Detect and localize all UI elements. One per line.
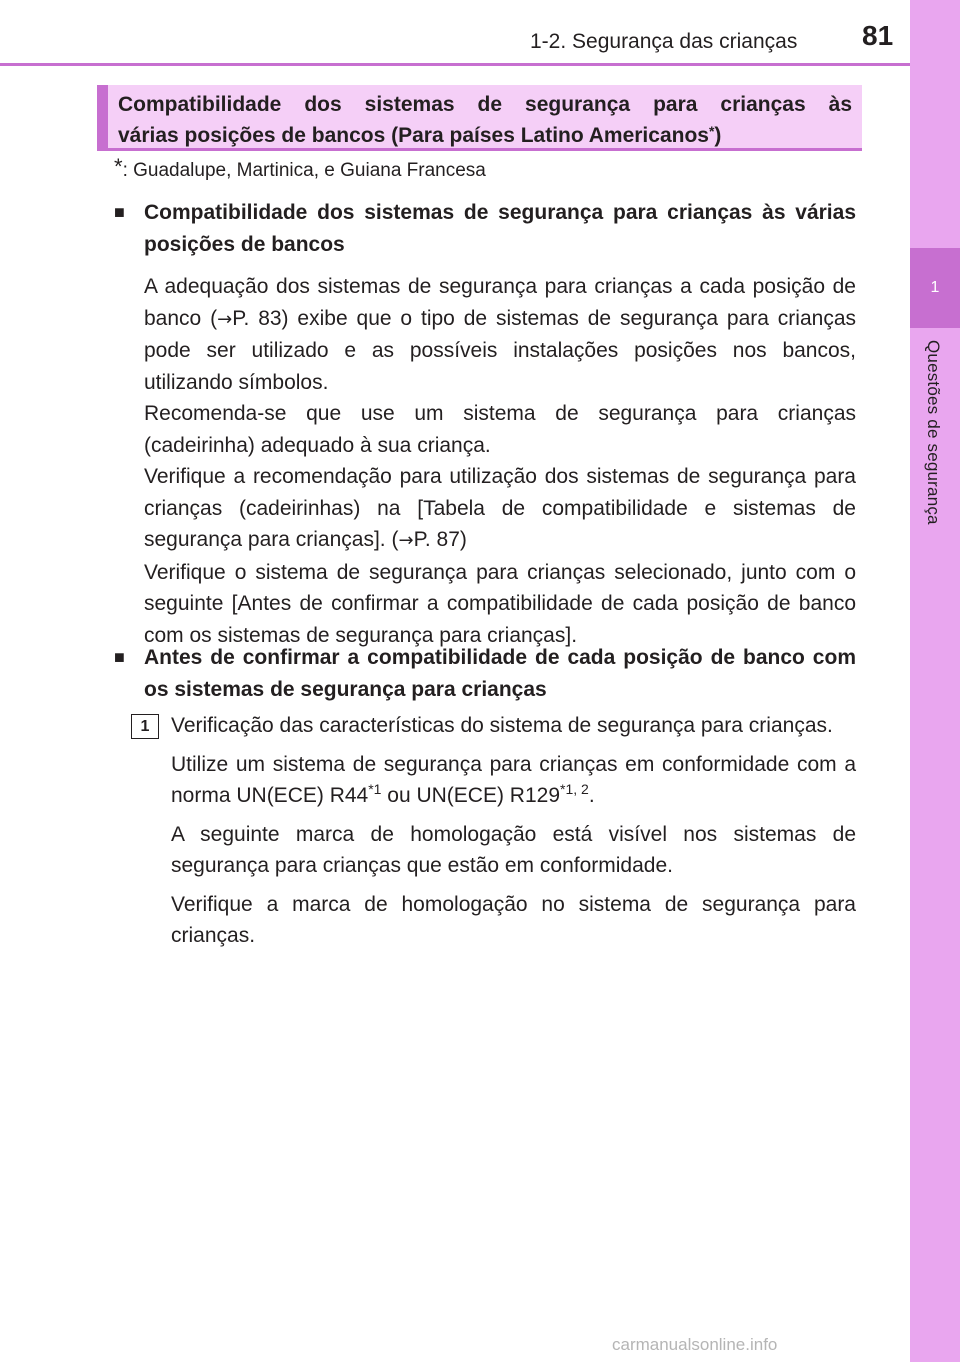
paragraph: Verifique o sistema de segurança para crianças selecionado, junto com o seguinte [Antes de confirmar a compatibilidade de cada posição de banco com os sistemas de segurança para crianças]. bbox=[144, 560, 856, 647]
paragraph bbox=[144, 271, 856, 398]
chapter-name: Questões de segurança bbox=[924, 340, 943, 525]
paragraph bbox=[171, 749, 856, 812]
paragraph-text: Utilize um sistema de segurança para crianças em conformidade com a norma UN(ECE) R44 bbox=[171, 752, 856, 807]
footnote-mark: * bbox=[114, 154, 123, 179]
footnote-ref: *1, 2 bbox=[560, 781, 589, 797]
title-line-2-end: ) bbox=[714, 124, 722, 147]
paragraph-text: ou UN(ECE) R129 bbox=[381, 784, 561, 807]
bullet-square-icon: ■ bbox=[114, 647, 125, 667]
footnote-text: : Guadalupe, Martinica, e Guiana Francesa bbox=[122, 160, 486, 181]
section-before-confirming bbox=[114, 642, 856, 705]
header-rule bbox=[0, 63, 910, 66]
section-heading bbox=[114, 197, 856, 260]
arrow-right-icon: → bbox=[217, 308, 233, 330]
arrow-right-icon: → bbox=[398, 530, 414, 551]
watermark: carmanualsonline.info bbox=[612, 1335, 778, 1354]
title-box bbox=[97, 85, 862, 151]
section-heading-text: Antes de confirmar a compatibilidade de cada posição de banco com os sistemas de segurança para crianças bbox=[144, 646, 856, 701]
step-number: 1 bbox=[131, 714, 159, 739]
chapter-number: 1 bbox=[910, 248, 960, 328]
section-title: 1-2. Segurança das crianças bbox=[530, 30, 798, 53]
section-heading bbox=[114, 642, 856, 705]
paragraph-text: A adequação dos sistemas de segurança para crianças a cada posição de banco ( bbox=[144, 275, 856, 330]
title-line-1: Compatibilidade dos sistemas de segurança para crianças às bbox=[118, 93, 852, 116]
footnote-ref: *1 bbox=[368, 781, 382, 797]
page-number: 81 bbox=[862, 20, 894, 51]
paragraph bbox=[144, 461, 856, 557]
paragraph-text: Verifique a recomendação para utilização dos sistemas de segurança para crianças (cadeirinhas) na [Tabela de compatibilidade e sistemas de segurança para crianças]. ( bbox=[144, 465, 856, 551]
title-line-2-text: várias posições de bancos (Para países Latino Americanos bbox=[118, 124, 709, 147]
footnote bbox=[114, 154, 486, 186]
title-line-2 bbox=[118, 120, 852, 151]
step-body bbox=[171, 710, 856, 952]
step-1 bbox=[131, 710, 856, 959]
section-compatibility bbox=[114, 197, 856, 651]
side-tab bbox=[910, 0, 960, 1362]
bullet-square-icon: ■ bbox=[114, 202, 125, 222]
paragraph: Recomenda-se que use um sistema de segurança para crianças (cadeirinha) adequado à sua criança. bbox=[144, 402, 856, 457]
paragraph: Verifique a marca de homologação no sistema de segurança para crianças. bbox=[171, 892, 856, 947]
page-reference[interactable]: P. 87) bbox=[413, 528, 467, 551]
paragraph: A seguinte marca de homologação está visível nos sistemas de segurança para crianças que estão em conformidade. bbox=[171, 822, 856, 877]
step-title: Verificação das características do sistema de segurança para crianças. bbox=[171, 714, 833, 737]
page-reference[interactable]: P. 83) exibe que o tipo de sistemas de segurança para crianças pode ser utilizado e as possíveis instalações posições nos bancos, utilizando símbolos. bbox=[144, 306, 856, 394]
title-footnote-mark: * bbox=[708, 123, 715, 139]
section-heading-text: Compatibilidade dos sistemas de segurança para crianças às várias posições de bancos bbox=[144, 201, 856, 256]
paragraph-text: . bbox=[588, 784, 595, 807]
